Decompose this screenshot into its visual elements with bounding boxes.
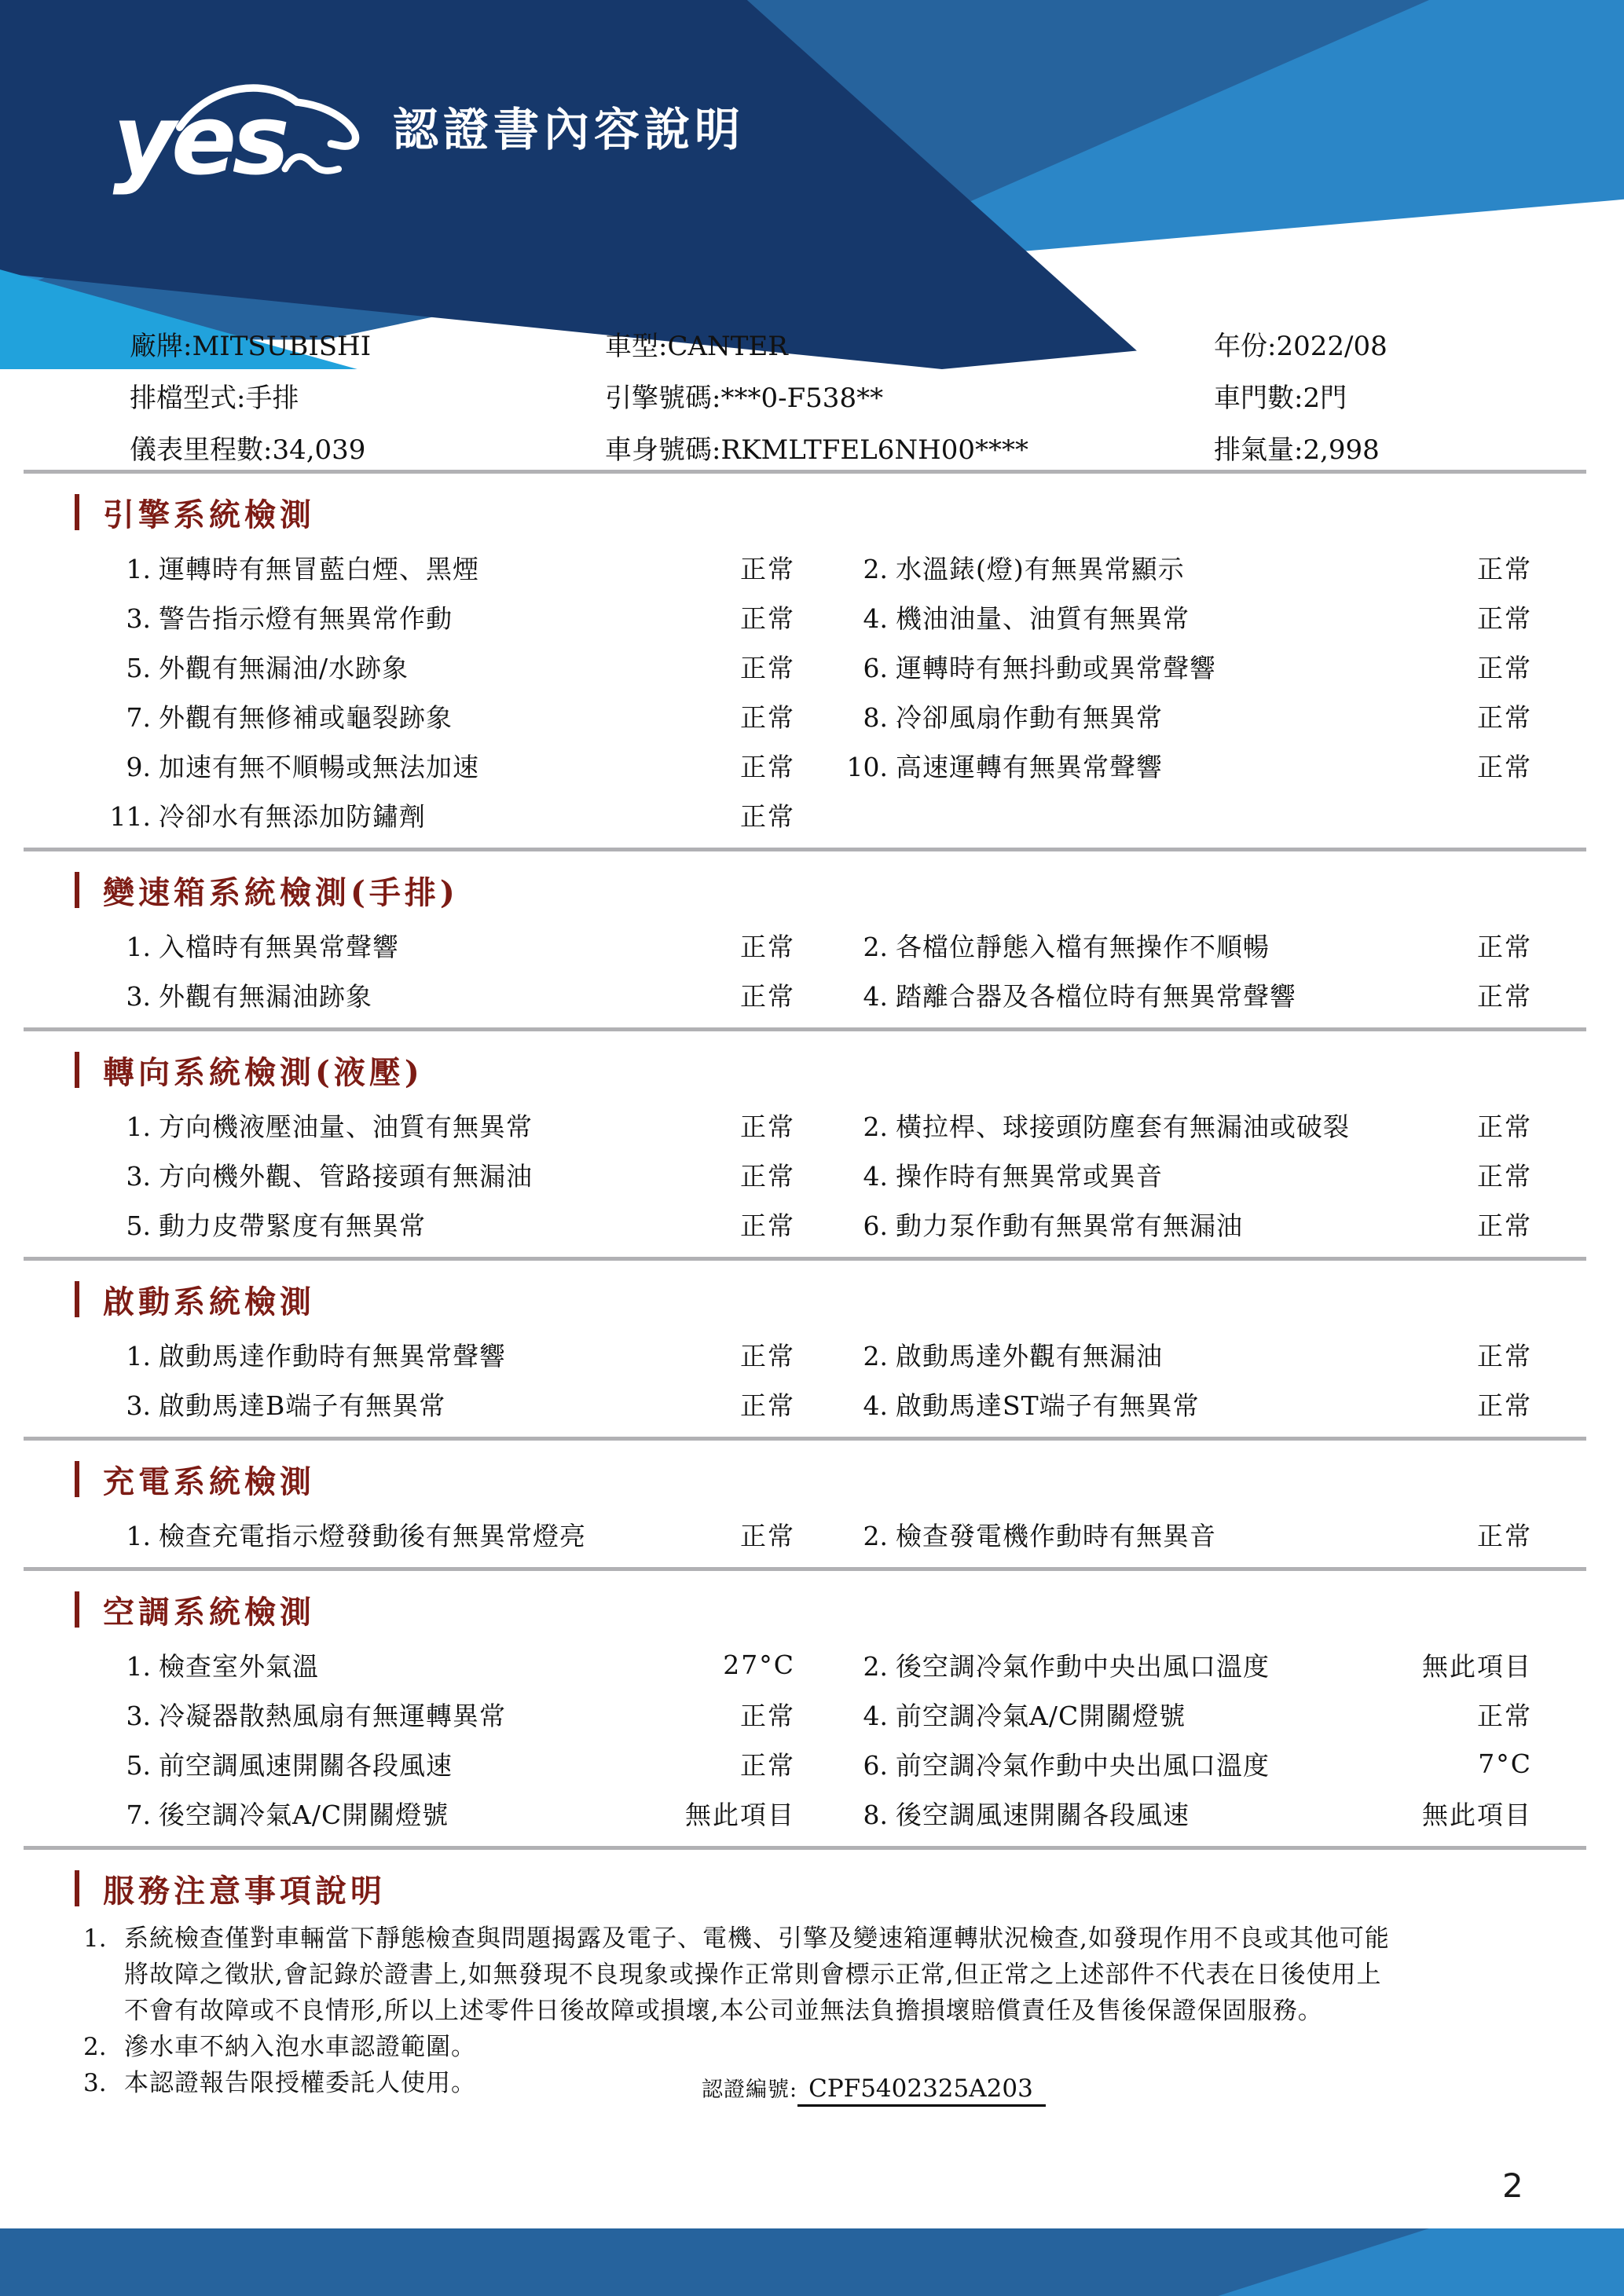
- checklist-item: [833, 1646, 1371, 1683]
- item-text: 外觀有無修補或龜裂跡象: [159, 702, 453, 733]
- checklist-item: [82, 747, 684, 784]
- certificate-number: [702, 2072, 1046, 2103]
- item-number: 8.: [863, 702, 888, 733]
- checklist-item: [82, 1696, 684, 1733]
- checklist-row: [0, 741, 1624, 790]
- item-text: 前空調冷氣作動中央出風口溫度: [896, 1750, 1270, 1781]
- item-status: 正常: [1477, 981, 1532, 1012]
- vehicle-info-label: 車型:: [605, 331, 668, 362]
- item-number: 5.: [126, 1750, 151, 1781]
- item-number: 5.: [126, 1210, 151, 1241]
- section-divider: [24, 1257, 1586, 1261]
- vehicle-info-row: [1214, 372, 1388, 424]
- car-swoosh-icon: [285, 156, 339, 170]
- item-number: 10.: [846, 752, 888, 782]
- section-title-bar: [75, 1052, 79, 1088]
- checklist-row: [0, 1100, 1624, 1150]
- yes-logo-text: yes: [112, 83, 286, 196]
- item-status: 無此項目: [1422, 1651, 1532, 1682]
- section-divider: [24, 1567, 1586, 1571]
- section-header: [75, 1280, 1624, 1319]
- section-title-bar: [75, 1870, 79, 1906]
- note-number: 3.: [83, 2069, 107, 2097]
- checklist-row: [0, 921, 1624, 970]
- checklist-item: [833, 927, 1371, 964]
- vehicle-info-value: MITSUBISHI: [192, 331, 372, 362]
- item-text: 外觀有無漏油跡象: [159, 981, 372, 1012]
- item-status: 正常: [1477, 603, 1532, 634]
- checklist-item: [82, 1516, 684, 1553]
- item-status: 正常: [1477, 1390, 1532, 1421]
- item-number: 4.: [863, 1390, 888, 1421]
- vehicle-info-label: 儀表里程數:: [130, 434, 273, 466]
- section-title: 引擎系統檢測: [103, 496, 315, 533]
- service-note-line: 系統檢查僅對車輛當下靜態檢查與問題揭露及電子、電機、引擎及變速箱運轉狀況檢查,如發現作用不良或其他可能: [124, 1924, 1390, 1953]
- checklist-item: [82, 1206, 684, 1243]
- section-header: [75, 1869, 1624, 1908]
- section-header: [75, 1459, 1624, 1499]
- item-number: 1.: [126, 1521, 151, 1551]
- checklist-row: [0, 691, 1624, 741]
- item-status: 正常: [740, 1210, 795, 1241]
- vehicle-info-value: 34,039: [272, 434, 366, 466]
- checklist-rows: [0, 543, 1624, 840]
- item-text: 操作時有無異常或異音: [896, 1161, 1163, 1192]
- item-text: 前空調風速開關各段風速: [159, 1750, 453, 1781]
- item-text: 冷卻水有無添加防鏽劑: [159, 801, 426, 832]
- checklist-item: [833, 1107, 1371, 1144]
- item-text: 後空調冷氣作動中央出風口溫度: [896, 1651, 1270, 1682]
- inspection-section: [0, 470, 1624, 848]
- checklist-item: [833, 747, 1371, 784]
- section-title-bar: [75, 494, 79, 530]
- checklist-rows: [0, 1330, 1624, 1429]
- item-number: 2.: [863, 554, 888, 584]
- item-status: 正常: [740, 932, 795, 962]
- item-number: 7.: [126, 702, 151, 733]
- item-number: 3.: [126, 981, 151, 1012]
- checklist-row: [0, 1739, 1624, 1789]
- section-divider: [24, 848, 1586, 851]
- vehicle-info-label: 排氣量:: [1214, 434, 1303, 466]
- checklist-item: [82, 1107, 684, 1144]
- item-status: 正常: [1477, 1701, 1532, 1731]
- vehicle-info-row: [605, 320, 1028, 372]
- item-status: 正常: [1477, 932, 1532, 962]
- item-number: 1.: [126, 1111, 151, 1142]
- checklist-item: [82, 1156, 684, 1193]
- item-status: 7°C: [1478, 1749, 1532, 1779]
- checklist-item: [833, 976, 1371, 1013]
- item-number: 3.: [126, 1390, 151, 1421]
- checklist-row: [0, 1330, 1624, 1379]
- section-divider: [24, 1846, 1586, 1850]
- item-text: 冷卻風扇作動有無異常: [896, 702, 1163, 733]
- item-status: 正常: [740, 801, 795, 832]
- checklist-item: [833, 1386, 1371, 1423]
- checklist-rows: [0, 1510, 1624, 1559]
- checklist-item: [82, 1745, 684, 1782]
- section-header: [75, 870, 1624, 910]
- inspection-sections: [0, 470, 1624, 2106]
- item-text: 方向機外觀、管路接頭有無漏油: [159, 1161, 533, 1192]
- section-title: 空調系統檢測: [103, 1593, 315, 1631]
- checklist-item: [833, 1795, 1371, 1832]
- item-text: 後空調風速開關各段風速: [896, 1800, 1190, 1830]
- checklist-item: [82, 599, 684, 635]
- checklist-row: [0, 1690, 1624, 1739]
- item-status: 正常: [740, 1341, 795, 1371]
- section-title: 變速箱系統檢測(手排): [103, 873, 459, 911]
- vehicle-info-value: 2門: [1303, 383, 1347, 414]
- vehicle-info-label: 引擎號碼:: [605, 383, 721, 414]
- checklist-row: [0, 642, 1624, 691]
- section-header: [75, 493, 1624, 532]
- section-title: 轉向系統檢測(液壓): [103, 1053, 423, 1091]
- note-text: [124, 1921, 1530, 2029]
- vehicle-info-row: [1214, 320, 1388, 372]
- section-header: [75, 1050, 1624, 1089]
- item-status: 正常: [740, 1390, 795, 1421]
- item-text: 運轉時有無抖動或異常聲響: [896, 653, 1216, 683]
- vehicle-info-column-2: [605, 320, 1028, 476]
- item-text: 橫拉桿、球接頭防塵套有無漏油或破裂: [896, 1111, 1350, 1142]
- section-title-bar: [75, 872, 79, 908]
- item-status: 正常: [1477, 1111, 1532, 1142]
- checklist-rows: [0, 921, 1624, 1020]
- item-text: 方向機液壓油量、油質有無異常: [159, 1111, 533, 1142]
- checklist-row: [0, 543, 1624, 592]
- item-number: 11.: [109, 801, 151, 832]
- item-number: 6.: [863, 653, 888, 683]
- checklist-row: [0, 592, 1624, 642]
- item-number: 1.: [126, 932, 151, 962]
- item-number: 4.: [863, 1161, 888, 1192]
- item-number: 3.: [126, 1701, 151, 1731]
- section-divider: [24, 1437, 1586, 1441]
- item-status: 正常: [740, 1521, 795, 1551]
- vehicle-info-row: [605, 372, 1028, 424]
- item-number: 3.: [126, 603, 151, 634]
- checklist-item: [833, 1336, 1371, 1373]
- checklist-row: [0, 1199, 1624, 1249]
- inspection-section: [0, 848, 1624, 1027]
- service-notes-section: [0, 1846, 1624, 2106]
- vehicle-info-value: CANTER: [667, 331, 788, 362]
- item-number: 1.: [126, 1341, 151, 1371]
- item-status: 正常: [740, 1701, 795, 1731]
- inspection-section: [0, 1567, 1624, 1846]
- item-text: 啟動馬達作動時有無異常聲響: [159, 1341, 506, 1371]
- checklist-row: [0, 1789, 1624, 1838]
- checklist-item: [833, 1206, 1371, 1243]
- item-text: 啟動馬達外觀有無漏油: [896, 1341, 1163, 1371]
- vehicle-info-value: RKMLTFEL6NH00****: [720, 434, 1029, 466]
- item-number: 4.: [863, 1701, 888, 1731]
- item-number: 2.: [863, 932, 888, 962]
- item-number: 6.: [863, 1210, 888, 1241]
- item-status: 正常: [740, 702, 795, 733]
- vehicle-info-row: [605, 424, 1028, 476]
- item-text: 檢查充電指示燈發動後有無異常燈亮: [159, 1521, 586, 1551]
- item-text: 警告指示燈有無異常作動: [159, 603, 453, 634]
- vehicle-info-row: [130, 424, 371, 476]
- section-title: 服務注意事項說明: [103, 1872, 386, 1910]
- item-status: 正常: [740, 1111, 795, 1142]
- item-number: 8.: [863, 1800, 888, 1830]
- yes-logo: [108, 52, 376, 209]
- checklist-row: [0, 1510, 1624, 1559]
- item-text: 機油油量、油質有無異常: [896, 603, 1190, 634]
- section-divider: [24, 1027, 1586, 1031]
- page-title: 認證書內容說明: [393, 103, 746, 156]
- item-status: 正常: [1477, 1210, 1532, 1241]
- item-number: 6.: [863, 1750, 888, 1781]
- vehicle-info-label: 廠牌:: [130, 331, 192, 362]
- checklist-item: [82, 927, 684, 964]
- page-number: 2: [1502, 2166, 1523, 2205]
- page-header: [0, 0, 1624, 369]
- note-text: [124, 2029, 1530, 2065]
- item-text: 檢查室外氣溫: [159, 1651, 319, 1682]
- item-status: 正常: [740, 981, 795, 1012]
- checklist-item: [833, 648, 1371, 685]
- checklist-row: [0, 1150, 1624, 1199]
- item-number: 4.: [863, 981, 888, 1012]
- item-status: 正常: [1477, 702, 1532, 733]
- service-note: [83, 2029, 1530, 2065]
- inspection-section: [0, 1027, 1624, 1257]
- checklist-row: [0, 790, 1624, 840]
- item-number: 9.: [126, 752, 151, 782]
- note-number: 2.: [83, 2033, 107, 2061]
- item-number: 2.: [863, 1651, 888, 1682]
- vehicle-info-row: [1214, 424, 1388, 476]
- item-status: 正常: [1477, 1341, 1532, 1371]
- item-status: 正常: [740, 603, 795, 634]
- item-status: 正常: [1477, 653, 1532, 683]
- checklist-item: [833, 599, 1371, 635]
- vehicle-info-label: 車身號碼:: [605, 434, 721, 466]
- inspection-section: [0, 1257, 1624, 1437]
- checklist-item: [82, 648, 684, 685]
- service-note-line: 將故障之徵狀,會記錄於證書上,如無發現不良現象或操作正常則會標示正常,但正常之上述部件不代表在日後使用上: [124, 1961, 1382, 1989]
- checklist-item: [833, 1156, 1371, 1193]
- item-text: 水溫錶(燈)有無異常顯示: [896, 554, 1185, 584]
- item-text: 入檔時有無異常聲響: [159, 932, 399, 962]
- footer-dark-band: [0, 2228, 1624, 2296]
- checklist-item: [833, 1696, 1371, 1733]
- item-number: 1.: [126, 554, 151, 584]
- item-number: 2.: [863, 1521, 888, 1551]
- section-title-bar: [75, 1281, 79, 1317]
- item-status: 正常: [740, 752, 795, 782]
- vehicle-info-label: 車門數:: [1214, 383, 1303, 414]
- item-status: 正常: [740, 554, 795, 584]
- item-text: 檢查發電機作動時有無異音: [896, 1521, 1216, 1551]
- checklist-item: [833, 1745, 1371, 1782]
- section-header: [75, 1590, 1624, 1629]
- vehicle-info-label: 排檔型式:: [130, 383, 246, 414]
- checklist-item: [82, 1795, 684, 1832]
- item-status: 正常: [1477, 554, 1532, 584]
- vehicle-info-column-3: [1214, 320, 1388, 476]
- vehicle-info-row: [130, 372, 371, 424]
- item-text: 各檔位靜態入檔有無操作不順暢: [896, 932, 1270, 962]
- item-status: 正常: [1477, 1161, 1532, 1192]
- section-title-bar: [75, 1591, 79, 1628]
- item-number: 2.: [863, 1341, 888, 1371]
- vehicle-info-value: 手排: [245, 383, 299, 414]
- checklist-row: [0, 1640, 1624, 1690]
- item-status: 正常: [740, 1161, 795, 1192]
- checklist-item: [833, 549, 1371, 586]
- service-note-line: 不會有故障或不良情形,所以上述零件日後故障或損壞,本公司並無法負擔損壞賠償責任及售後保證保固服務。: [124, 1997, 1323, 2025]
- checklist-rows: [0, 1100, 1624, 1249]
- checklist-row: [0, 970, 1624, 1020]
- item-status: 正常: [1477, 752, 1532, 782]
- item-text: 動力皮帶緊度有無異常: [159, 1210, 426, 1241]
- item-status: 27°C: [723, 1650, 795, 1680]
- item-text: 高速運轉有無異常聲響: [896, 752, 1163, 782]
- item-text: 啟動馬達B端子有無異常: [159, 1390, 446, 1421]
- page-footer: [0, 2228, 1624, 2296]
- item-text: 踏離合器及各檔位時有無異常聲響: [896, 981, 1296, 1012]
- vehicle-info-row: [130, 320, 371, 372]
- section-title-bar: [75, 1461, 79, 1497]
- checklist-rows: [0, 1640, 1624, 1838]
- item-number: 1.: [126, 1651, 151, 1682]
- item-text: 前空調冷氣A/C開關燈號: [896, 1701, 1186, 1731]
- item-status: 無此項目: [685, 1800, 795, 1830]
- checklist-row: [0, 1379, 1624, 1429]
- inspection-section: [0, 1437, 1624, 1567]
- section-title: 啟動系統檢測: [103, 1283, 315, 1320]
- checklist-item: [82, 1336, 684, 1373]
- section-title: 充電系統檢測: [103, 1463, 315, 1500]
- vehicle-info-value: ***0-F538**: [720, 383, 884, 414]
- item-text: 冷凝器散熱風扇有無運轉異常: [159, 1701, 506, 1731]
- item-text: 外觀有無漏油/水跡象: [159, 653, 409, 683]
- vehicle-info-value: 2022/08: [1276, 331, 1388, 362]
- item-text: 後空調冷氣A/C開關燈號: [159, 1800, 449, 1830]
- section-divider: [24, 470, 1586, 474]
- checklist-item: [82, 1646, 684, 1683]
- certificate-number-value: CPF5402325A203: [797, 2074, 1046, 2107]
- checklist-item: [82, 698, 684, 734]
- checklist-item: [833, 1516, 1371, 1553]
- checklist-item: [82, 976, 684, 1013]
- service-note: [83, 1921, 1530, 2029]
- item-status: 正常: [1477, 1521, 1532, 1551]
- item-text: 加速有無不順暢或無法加速: [159, 752, 479, 782]
- service-note-line: 滲水車不納入泡水車認證範圍。: [124, 2033, 476, 2061]
- checklist-item: [82, 796, 684, 833]
- item-text: 啟動馬達ST端子有無異常: [896, 1390, 1200, 1421]
- service-note-line: 本認證報告限授權委託人使用。: [124, 2069, 476, 2097]
- item-status: 正常: [740, 1750, 795, 1781]
- item-status: 正常: [740, 653, 795, 683]
- item-number: 3.: [126, 1161, 151, 1192]
- checklist-item: [82, 1386, 684, 1423]
- vehicle-info-column-1: [130, 320, 371, 476]
- item-text: 動力泵作動有無異常有無漏油: [896, 1210, 1243, 1241]
- item-status: 無此項目: [1422, 1800, 1532, 1830]
- certificate-number-label: 認證編號:: [702, 2078, 798, 2102]
- item-text: 運轉時有無冒藍白煙、黑煙: [159, 554, 479, 584]
- item-number: 4.: [863, 603, 888, 634]
- item-number: 2.: [863, 1111, 888, 1142]
- checklist-item: [833, 698, 1371, 734]
- item-number: 7.: [126, 1800, 151, 1830]
- checklist-item: [82, 549, 684, 586]
- vehicle-info-label: 年份:: [1214, 331, 1277, 362]
- vehicle-info-value: 2,998: [1303, 434, 1380, 466]
- item-number: 5.: [126, 653, 151, 683]
- note-number: 1.: [83, 1924, 107, 1953]
